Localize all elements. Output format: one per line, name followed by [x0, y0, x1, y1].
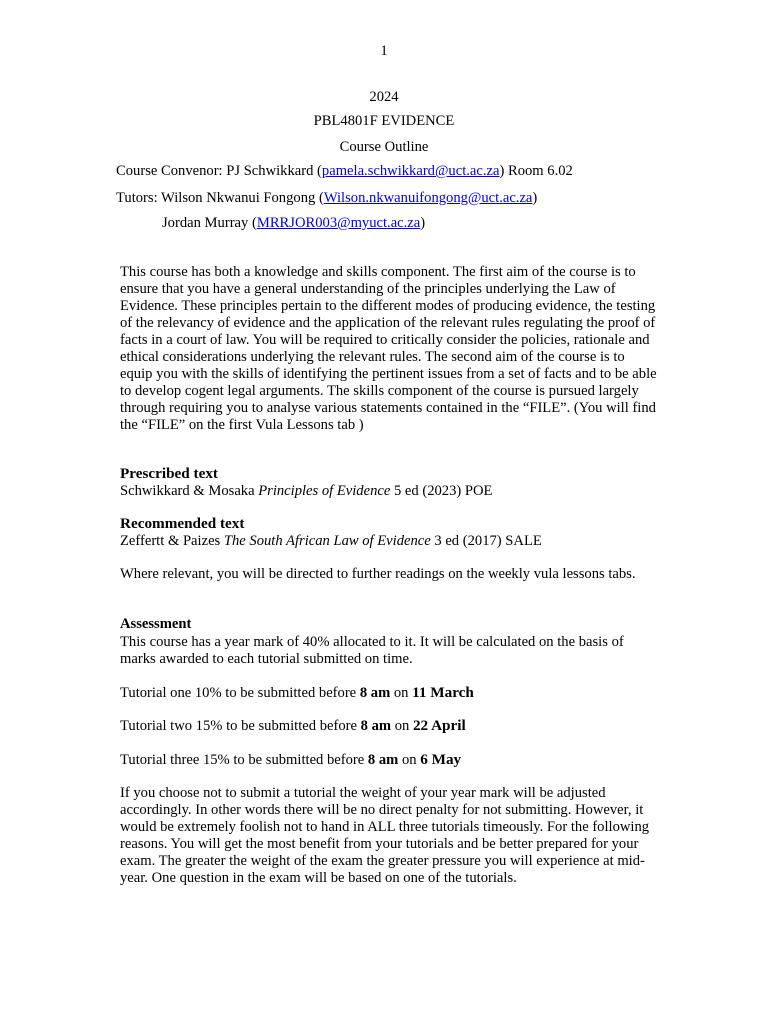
recommended-author: Zeffertt & Paizes	[120, 533, 224, 549]
document-title: Course Outline	[339, 139, 429, 155]
tutorial-one-time: 8 am	[359, 685, 391, 701]
tutor1-close: )	[532, 190, 538, 206]
convenor-email-link[interactable]: pamela.schwikkard@uct.ac.za	[321, 163, 500, 179]
prescribed-text	[120, 483, 492, 500]
closing-paragraph: If you choose not to submit a tutorial the weight of your year mark will be adjusted accordingly. In other words there will be no direct penalty for not submitting. However, it would be extremely foolish not to hand in ALL three tutorials timeously. For the following reasons. You will get the most benefit from your tutorials and be better prepared for your exam. The greater the weight of the exam the greater pressure you will experience at mid-year. One question in the exam will be based on one of the tutorials.	[120, 785, 650, 886]
tutor2-close: )	[420, 215, 426, 231]
recommended-title: The South African Law of Evidence	[223, 533, 431, 549]
tutorial-one-text: Tutorial one 10% to be submitted before	[120, 685, 360, 701]
intro-paragraph: This course has both a knowledge and skills component. The first aim of the course is to ensure that you have a general understanding of the principles underlying the Law of Evidence. These principles pertain to the different modes of producing evidence, the testing of the relevancy of evidence and the application of the relevant rules regulating the proof of facts in a court of law. You will be required to critically consider the policies, rationale and ethical considerations underlying the relevant rules. The second aim of the course is to equip you with the skills of identifying the pertinent issues from a set of facts and to be able to develop cogent legal arguments. The skills component of the course is pursued largely through requiring you to analyse various statements contained in the “FILE”. (You will find the “FILE” on the first Vula Lessons tab )	[120, 264, 657, 433]
recommended-text	[120, 533, 542, 550]
page-number: 1	[380, 43, 388, 59]
prescribed-title: Principles of Evidence	[258, 483, 391, 499]
convenor-line	[116, 163, 573, 180]
assessment-heading: Assessment	[120, 616, 192, 632]
prescribed-heading: Prescribed text	[120, 465, 218, 482]
tutorial-one-on: on	[390, 685, 413, 701]
tutorial-two-text: Tutorial two 15% to be submitted before	[120, 718, 361, 734]
tutorial-three-date: 6 May	[420, 751, 462, 768]
tutors-label: Tutors: Wilson Nkwanui Fongong (	[116, 190, 324, 206]
tutorial-one-date: 11 March	[412, 684, 474, 701]
recommended-heading: Recommended text	[120, 515, 245, 532]
tutors-line	[116, 190, 537, 207]
tutorial-two-on: on	[391, 718, 413, 734]
recommended-edition: 3 ed (2017) SALE	[430, 533, 542, 549]
convenor-label: Course Convenor: PJ Schwikkard (	[116, 163, 322, 179]
year: 2024	[369, 89, 399, 105]
tutorial-two	[120, 717, 466, 735]
tutorial-three-text: Tutorial three 15% to be submitted before	[120, 752, 368, 768]
tutorial-three-on: on	[398, 752, 421, 768]
tutorial-three-time: 8 am	[367, 752, 399, 768]
tutorial-one	[120, 684, 474, 702]
further-readings: Where relevant, you will be directed to further readings on the weekly vula lessons tabs.	[120, 566, 636, 582]
tutorial-two-date: 22 April	[412, 717, 466, 734]
assessment-text: This course has a year mark of 40% allocated to it. It will be calculated on the basis of marks awarded to each tutorial submitted on time.	[120, 634, 624, 667]
course-code: PBL4801F EVIDENCE	[313, 113, 455, 129]
prescribed-author: Schwikkard & Mosaka	[120, 483, 259, 499]
convenor-room: ) Room 6.02	[499, 163, 573, 179]
tutor2-line	[162, 215, 425, 232]
tutorial-three	[120, 751, 461, 769]
tutorial-two-time: 8 am	[360, 718, 392, 734]
prescribed-edition: 5 ed (2023) POE	[390, 483, 493, 499]
tutor2-email-link[interactable]: MRRJOR003@myuct.ac.za	[256, 215, 421, 231]
tutor2-name: Jordan Murray (	[162, 215, 257, 231]
tutor1-email-link[interactable]: Wilson.nkwanuifongong@uct.ac.za	[323, 190, 533, 206]
